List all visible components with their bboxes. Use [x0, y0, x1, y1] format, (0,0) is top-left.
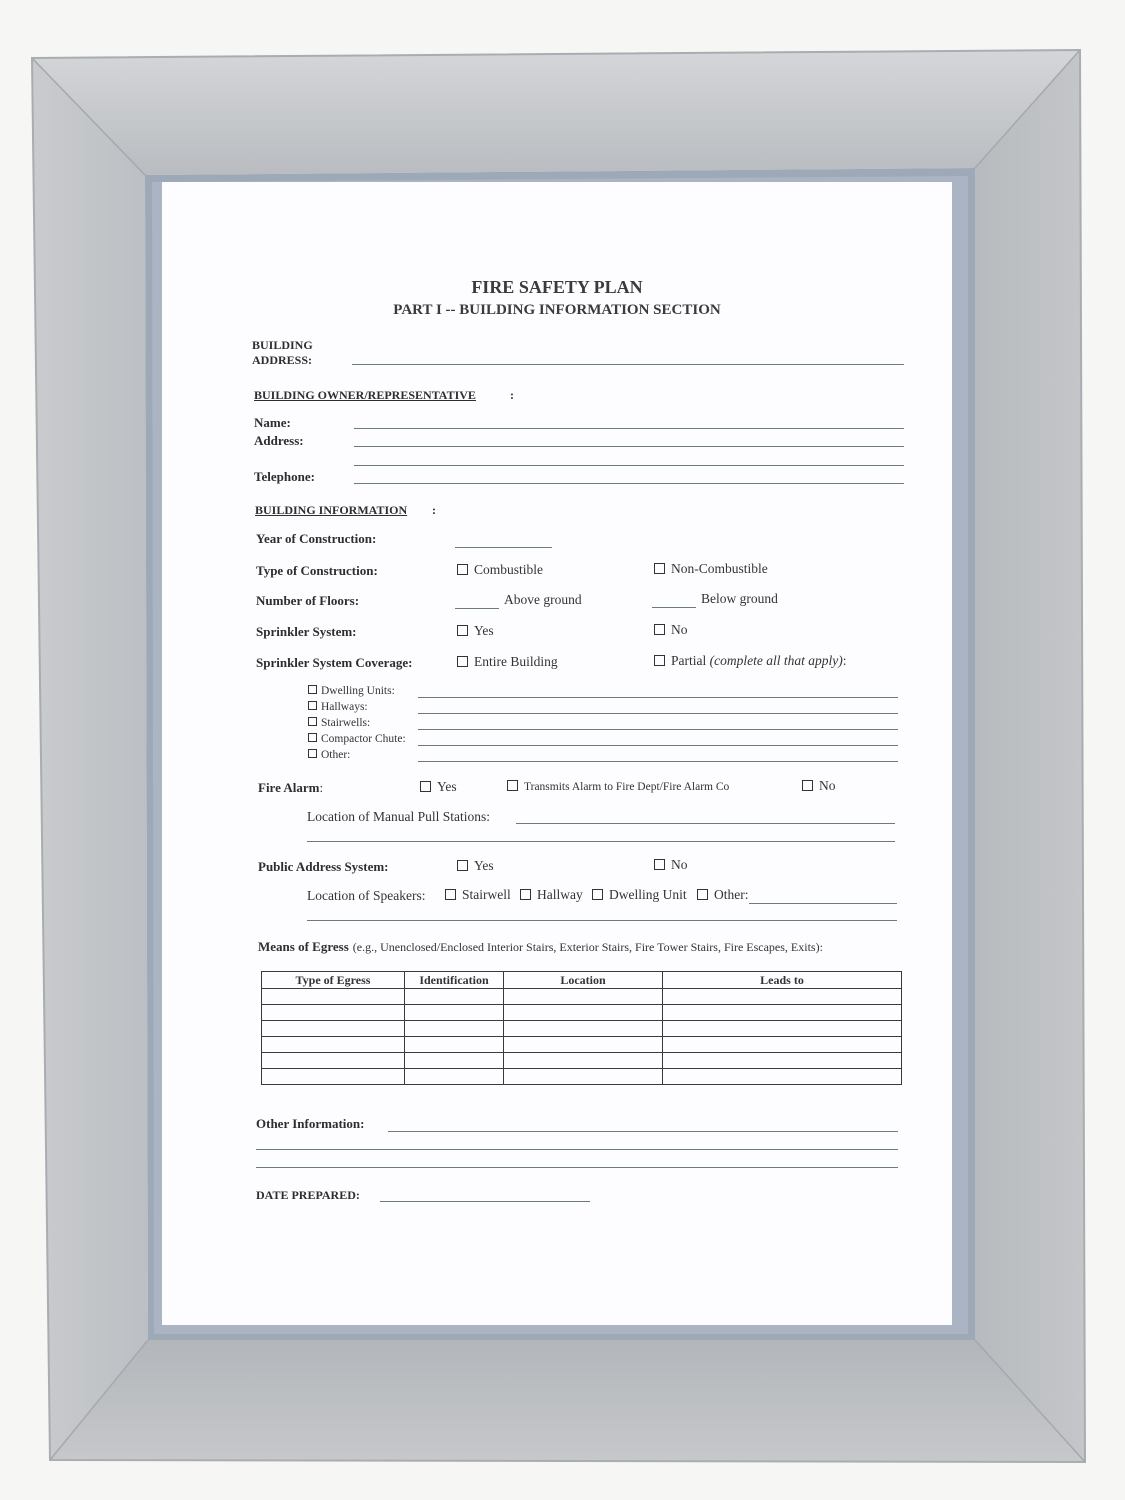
- partial-note: (complete all that apply): [709, 653, 843, 668]
- table-cell[interactable]: [663, 1053, 902, 1069]
- entire-building-checkbox[interactable]: Entire Building: [457, 654, 558, 670]
- owner-heading-colon: :: [510, 388, 514, 402]
- table-row: [262, 1069, 902, 1085]
- area-stairwells-field[interactable]: [418, 729, 898, 730]
- table-cell[interactable]: [405, 989, 504, 1005]
- checkbox-icon: [654, 563, 665, 574]
- table-cell[interactable]: [504, 989, 663, 1005]
- date-prepared-label: DATE PREPARED:: [256, 1188, 360, 1202]
- checkbox-icon: [520, 889, 531, 900]
- public-address-label: Public Address System:: [258, 859, 389, 874]
- table-cell[interactable]: [405, 1069, 504, 1085]
- fire-alarm-label: Fire Alarm:: [258, 780, 324, 795]
- checkbox-icon: [654, 859, 665, 870]
- table-cell[interactable]: [262, 989, 405, 1005]
- form-title: FIRE SAFETY PLAN: [471, 277, 643, 297]
- table-cell[interactable]: [504, 1021, 663, 1037]
- egress-heading: Means of Egress (e.g., Unenclosed/Enclosed Interior Stairs, Exterior Stairs, Fire Tower Stairs, Fire Escapes, Exits):: [258, 939, 823, 954]
- table-cell[interactable]: [663, 1069, 902, 1085]
- checkbox-icon: [445, 889, 456, 900]
- partial-checkbox[interactable]: Partial (complete all that apply):: [654, 653, 846, 669]
- table-cell[interactable]: [504, 1069, 663, 1085]
- table-row: [262, 1005, 902, 1021]
- table-cell[interactable]: [504, 1053, 663, 1069]
- checkbox-icon: [592, 889, 603, 900]
- pull-stations-label: Location of Manual Pull Stations:: [307, 809, 490, 824]
- table-row: [262, 989, 902, 1005]
- table-cell[interactable]: [405, 1037, 504, 1053]
- owner-address-field-1[interactable]: [354, 446, 904, 447]
- area-compactor-chute-field[interactable]: [418, 745, 898, 746]
- floors-below-field[interactable]: [652, 607, 696, 608]
- sprinkler-yes-checkbox[interactable]: Yes: [457, 623, 494, 639]
- pull-stations-field-1[interactable]: [516, 823, 895, 824]
- table-cell[interactable]: [262, 1021, 405, 1037]
- area-other-checkbox[interactable]: Other:: [308, 749, 350, 761]
- other-information-field-1[interactable]: [388, 1131, 898, 1132]
- table-cell[interactable]: [262, 1053, 405, 1069]
- building-address-field[interactable]: [352, 364, 904, 365]
- checkbox-icon: [457, 656, 468, 667]
- owner-telephone-field[interactable]: [354, 483, 904, 484]
- speakers-other-field[interactable]: [749, 903, 897, 904]
- other-information-label: Other Information:: [256, 1116, 365, 1131]
- checkbox-icon: [802, 780, 813, 791]
- table-cell[interactable]: [504, 1037, 663, 1053]
- fire-alarm-transmits-checkbox[interactable]: Transmits Alarm to Fire Dept/Fire Alarm Co: [507, 780, 729, 793]
- pull-stations-field-2[interactable]: [307, 841, 895, 842]
- table-cell[interactable]: [262, 1069, 405, 1085]
- checkbox-icon: [308, 685, 317, 694]
- egress-table: [261, 971, 902, 1085]
- checkbox-icon: [308, 749, 317, 758]
- floors-above-field[interactable]: [455, 608, 499, 609]
- sprinkler-system-label: Sprinkler System:: [256, 624, 357, 639]
- fire-alarm-yes-checkbox[interactable]: Yes: [420, 779, 457, 795]
- checkbox-icon: [654, 624, 665, 635]
- table-cell[interactable]: [663, 1005, 902, 1021]
- owner-address-label: Address:: [254, 433, 304, 448]
- checkbox-icon: [457, 860, 468, 871]
- owner-telephone-label: Telephone:: [254, 469, 315, 484]
- owner-heading: BUILDING OWNER/REPRESENTATIVE: [254, 388, 476, 402]
- building-info-heading: BUILDING INFORMATION: [255, 503, 408, 517]
- sprinkler-coverage-label: Sprinkler System Coverage:: [256, 655, 413, 670]
- column-type-of-egress: Type of Egress: [262, 972, 405, 989]
- other-information-field-3[interactable]: [256, 1167, 898, 1168]
- table-cell[interactable]: [405, 1053, 504, 1069]
- type-of-construction-label: Type of Construction:: [256, 563, 378, 578]
- checkbox-icon: [420, 781, 431, 792]
- table-row: [262, 1053, 902, 1069]
- speakers-stairwell-checkbox[interactable]: Stairwell: [445, 887, 511, 903]
- building-address-label-2: ADDRESS:: [252, 353, 313, 367]
- fire-safety-plan-form: [162, 182, 952, 1325]
- above-ground-label: Above ground: [504, 592, 582, 607]
- table-cell[interactable]: [663, 989, 902, 1005]
- pa-yes-checkbox[interactable]: Yes: [457, 858, 494, 874]
- speakers-dwelling-checkbox[interactable]: Dwelling Unit: [592, 887, 687, 903]
- egress-table-header: [262, 972, 902, 989]
- table-cell[interactable]: [663, 1021, 902, 1037]
- area-hallways-field[interactable]: [418, 713, 898, 714]
- area-dwelling-units-checkbox[interactable]: Dwelling Units:: [308, 685, 395, 697]
- column-leads-to: Leads to: [663, 972, 902, 989]
- speakers-field-2[interactable]: [307, 920, 897, 921]
- speakers-hallway-checkbox[interactable]: Hallway: [520, 887, 583, 903]
- table-cell[interactable]: [262, 1005, 405, 1021]
- checkbox-icon: [308, 717, 317, 726]
- building-info-heading-colon: :: [432, 503, 436, 517]
- below-ground-label: Below ground: [701, 591, 778, 606]
- pa-no-checkbox[interactable]: No: [654, 857, 688, 873]
- table-cell[interactable]: [405, 1021, 504, 1037]
- area-stairwells-checkbox[interactable]: Stairwells:: [308, 717, 370, 729]
- fire-alarm-no-checkbox[interactable]: No: [802, 778, 836, 794]
- non-combustible-checkbox[interactable]: Non-Combustible: [654, 561, 768, 577]
- combustible-checkbox[interactable]: Combustible: [457, 562, 543, 578]
- owner-name-label: Name:: [254, 415, 291, 430]
- owner-address-field-2[interactable]: [354, 465, 904, 466]
- date-prepared-field[interactable]: [380, 1201, 590, 1202]
- checkbox-icon: [507, 780, 518, 791]
- speakers-other-checkbox[interactable]: Other:: [697, 887, 749, 903]
- year-of-construction-field[interactable]: [455, 547, 552, 548]
- area-other-field[interactable]: [418, 761, 898, 762]
- column-identification: Identification: [405, 972, 504, 989]
- checkbox-icon: [457, 564, 468, 575]
- sprinkler-no-checkbox[interactable]: No: [654, 622, 688, 638]
- year-of-construction-label: Year of Construction:: [256, 531, 377, 546]
- checkbox-icon: [308, 733, 317, 742]
- number-of-floors-label: Number of Floors:: [256, 593, 360, 608]
- speakers-label: Location of Speakers:: [307, 888, 426, 903]
- area-hallways-checkbox[interactable]: Hallways:: [308, 701, 368, 713]
- table-cell[interactable]: [663, 1037, 902, 1053]
- column-location: Location: [504, 972, 663, 989]
- area-compactor-chute-checkbox[interactable]: Compactor Chute:: [308, 733, 406, 745]
- table-row: [262, 1021, 902, 1037]
- area-dwelling-units-field[interactable]: [418, 697, 898, 698]
- table-cell[interactable]: [504, 1005, 663, 1021]
- checkbox-icon: [697, 889, 708, 900]
- form-subtitle: PART I -- BUILDING INFORMATION SECTION: [393, 302, 721, 318]
- checkbox-icon: [654, 655, 665, 666]
- checkbox-icon: [308, 701, 317, 710]
- building-address-label-1: BUILDING: [252, 338, 313, 352]
- table-cell[interactable]: [262, 1037, 405, 1053]
- table-cell[interactable]: [405, 1005, 504, 1021]
- table-row: [262, 1037, 902, 1053]
- checkbox-icon: [457, 625, 468, 636]
- other-information-field-2[interactable]: [256, 1149, 898, 1150]
- owner-name-field[interactable]: [354, 428, 904, 429]
